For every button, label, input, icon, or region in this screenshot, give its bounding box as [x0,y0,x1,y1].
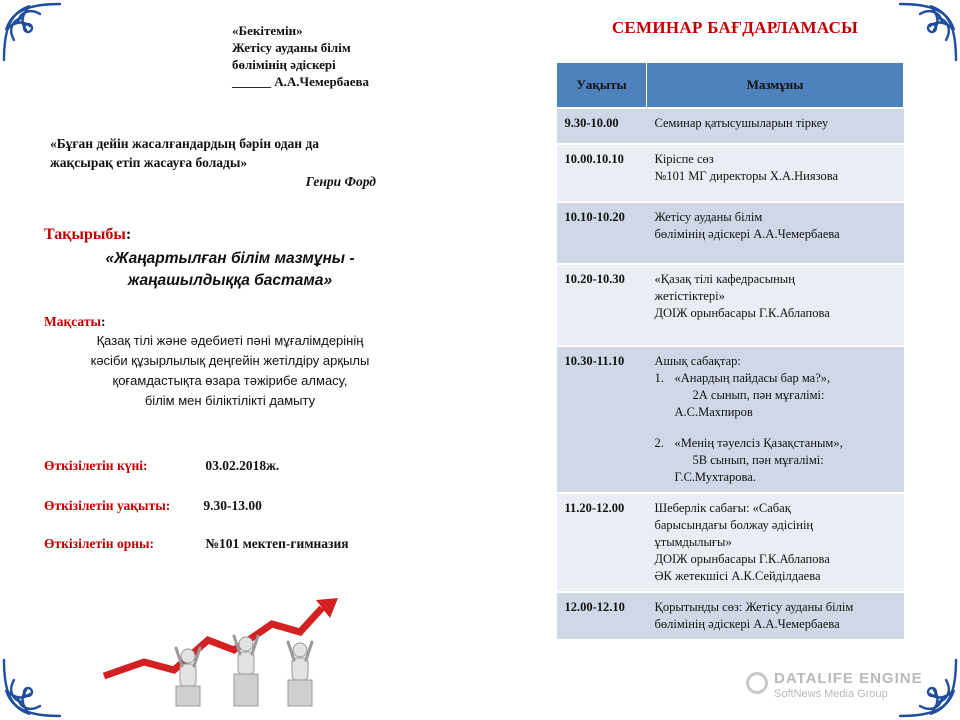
goal-label-text: Мақсаты [44,314,101,329]
ornament-corner-icon [0,656,64,720]
column-header-time: Уақыты [557,63,647,109]
event-place-value: №101 мектеп-гимназия [205,536,349,551]
dle-logo-icon [746,672,768,694]
ornament-corner-icon [896,656,960,720]
approval-line: «Бекітемін» [232,23,303,38]
row-line: бөлімінің әдіскері А.А.Чемербаева [654,617,840,631]
event-date-value: 03.02.2018ж. [205,458,280,473]
topic-label: Тақырыбы: [44,226,132,243]
column-header-content: Мазмұны [647,63,904,109]
row-line: «Анардың пайдасы бар ма?», [674,371,831,385]
row-line: 2А сынып, пән мұғалімі: [692,388,825,402]
seminar-title: СЕМИНАР БАҒДАРЛАМАСЫ [611,18,859,37]
row-heading: Ашық сабақтар: [654,354,741,368]
row-content [647,493,904,592]
row-line: ӘК жетекшісі А.К.Сейділдаева [654,569,821,583]
event-date-row [44,458,279,474]
row-content [647,592,904,639]
row-content [647,346,904,493]
row-line: Семинар қатысушыларын тіркеу [654,116,829,130]
goal-line: Қазақ тілі және әдебиеті пәні мұғалімдерінің [96,333,364,348]
topic-title [80,248,380,292]
approval-signature-line: ______ А.А.Чемербаева [232,74,369,89]
table-row [557,202,904,264]
quote-line: «Бұған дейін жасалғандардың бәрін одан да [50,136,320,151]
row-line: ДОІЖ орынбасары Г.К.Аблапова [654,306,830,320]
row-line: Шеберлік сабағы: «Сабақ [654,501,791,515]
row-line: ДОІЖ орынбасары Г.К.Аблапова [654,552,830,566]
row-line: Жетісу ауданы білім [654,210,763,224]
quote-line: жақсырақ етіп жасауға болады» [50,155,248,170]
row-line: Г.С.Мухтарова. [674,470,756,484]
list-item [655,370,898,421]
table-row [557,264,904,346]
epigraph-quote [50,134,380,191]
list-item-number: 1. [654,371,664,385]
row-time: 10.10-10.20 [557,202,647,264]
row-line: бөлімінің әдіскері А.А.Чемербаева [654,227,840,241]
watermark-subtitle: SoftNews Media Group [774,688,888,700]
approval-line: Жетісу ауданы білім [232,40,351,55]
event-time-value: 9.30-13.00 [203,498,262,513]
row-line: «Менің тәуелсіз Қазақстаным», [674,436,843,450]
topic-label-text: Тақырыбы [44,226,126,243]
row-line: Кіріспе сөз [654,152,714,166]
event-date-label: Өткізілетін күні: [44,458,148,473]
event-time-label: Өткізілетін уақыты: [44,498,171,513]
topic-line: «Жаңартылған білім мазмұны - [105,250,355,267]
watermark-name: DATALIFE ENGINE [774,670,923,687]
table-row [557,144,904,202]
approval-block [232,22,369,90]
table-header-row [557,63,904,109]
list-item-number: 2. [654,436,664,450]
goal-line: білім мен біліктілікті дамыту [144,393,316,408]
row-time: 10.00.10.10 [557,144,647,202]
event-time-row [44,498,262,514]
goal-line: қоғамдастықта өзара тәжірибе алмасу, [112,373,348,388]
row-time: 10.30-11.10 [557,346,647,493]
row-time: 10.20-10.30 [557,264,647,346]
row-content [647,202,904,264]
row-line: 5В сынып, пән мұғалімі: [692,453,824,467]
table-row [557,592,904,639]
row-content [647,144,904,202]
ornament-corner-icon [0,0,64,64]
row-content [647,108,904,144]
topic-line: жаңашылдыққа бастама» [127,272,333,289]
growth-arrow-icon [96,596,346,714]
table-row [557,108,904,144]
row-line: «Қазақ тілі кафедрасының [654,272,795,286]
event-place-label: Өткізілетін орны: [44,536,155,551]
goal-description [50,331,410,411]
row-line: жетістіктері» [654,289,725,303]
row-time: 12.00-12.10 [557,592,647,639]
row-line: №101 МГ директоры Х.А.Ниязова [654,169,839,183]
quote-author: Генри Форд [305,174,376,189]
row-time: 11.20-12.00 [557,493,647,592]
row-line: ұтымдылығы» [654,535,732,549]
goal-label: Мақсаты: [44,314,106,329]
list-item [655,435,898,486]
event-place-row [44,536,349,552]
approval-line: бөлімінің әдіскері [232,57,336,72]
table-row [557,493,904,592]
row-content [647,264,904,346]
row-line: Қорытынды сөз: Жетісу ауданы білім [654,600,854,614]
row-line: А.С.Махпиров [674,405,753,419]
goal-line: кәсіби құзырлылық деңгейін жетілдіру арқылы [90,353,370,368]
table-row [557,346,904,493]
schedule-table [556,62,904,639]
row-time: 9.30-10.00 [557,108,647,144]
row-line: барысындағы болжау әдісінің [654,518,814,532]
